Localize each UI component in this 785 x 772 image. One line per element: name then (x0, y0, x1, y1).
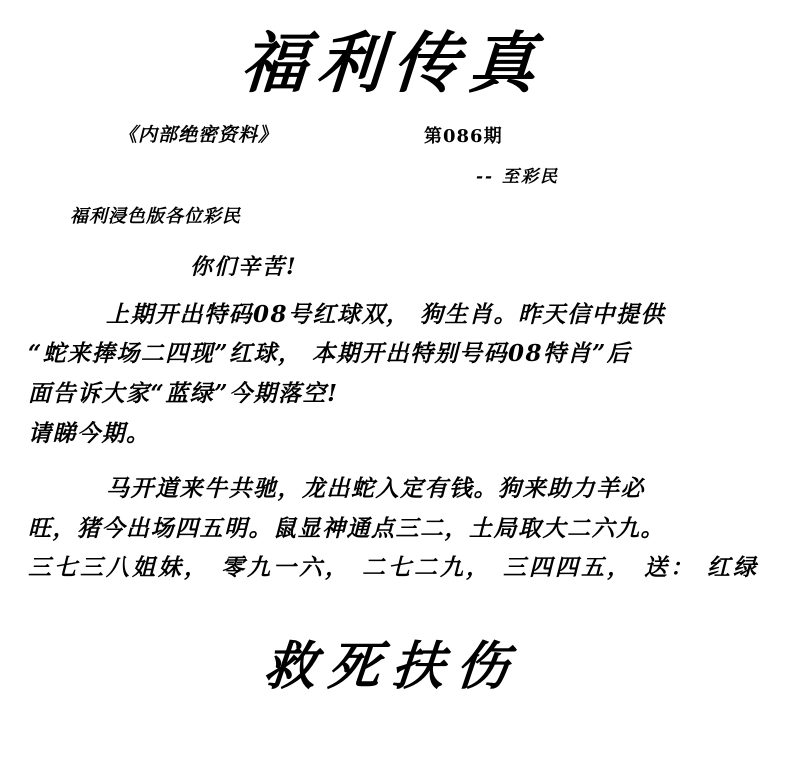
footer-slogan: 救死扶伤 (261, 635, 523, 697)
issue-number-label: 第086期 (424, 125, 503, 147)
salutation-text: 福利浸色版各位彩民 (70, 205, 241, 227)
body-line: 三七三八姐妹， 零九一六， 二七二九， 三四四五， 送： 红绿 (28, 554, 760, 582)
body-line: 请睇今期。 (28, 419, 151, 447)
paragraph-1 (28, 295, 763, 453)
paragraph-2 (28, 469, 763, 588)
paragraph-gap (28, 453, 763, 469)
body-line: “蛇来捧场二四现”红球， 本期开出特别号码08特肖”后 (28, 340, 632, 368)
subheader-row (0, 120, 785, 154)
page-title: 福利传真 (237, 24, 548, 102)
body-line: 马开道来牛共驰，龙出蛇入定有钱。狗来助力羊必 (106, 475, 645, 503)
body-line: 面告诉大家“蓝绿”今期落空! (28, 379, 339, 407)
body-content (0, 295, 785, 588)
masthead (0, 0, 785, 102)
body-line: 上期开出特码08号红球双， 狗生肖。昨天信中提供 (106, 300, 666, 328)
byline-row (0, 162, 785, 192)
body-line: 旺，猪今出场四五明。鼠显神通点三二，土局取大二六九。 (28, 514, 665, 542)
byline-text: -- 至彩民 (476, 166, 560, 187)
greeting-text: 你们辛苦! (190, 253, 298, 280)
secret-material-label: 《内部绝密资料》 (118, 123, 279, 146)
